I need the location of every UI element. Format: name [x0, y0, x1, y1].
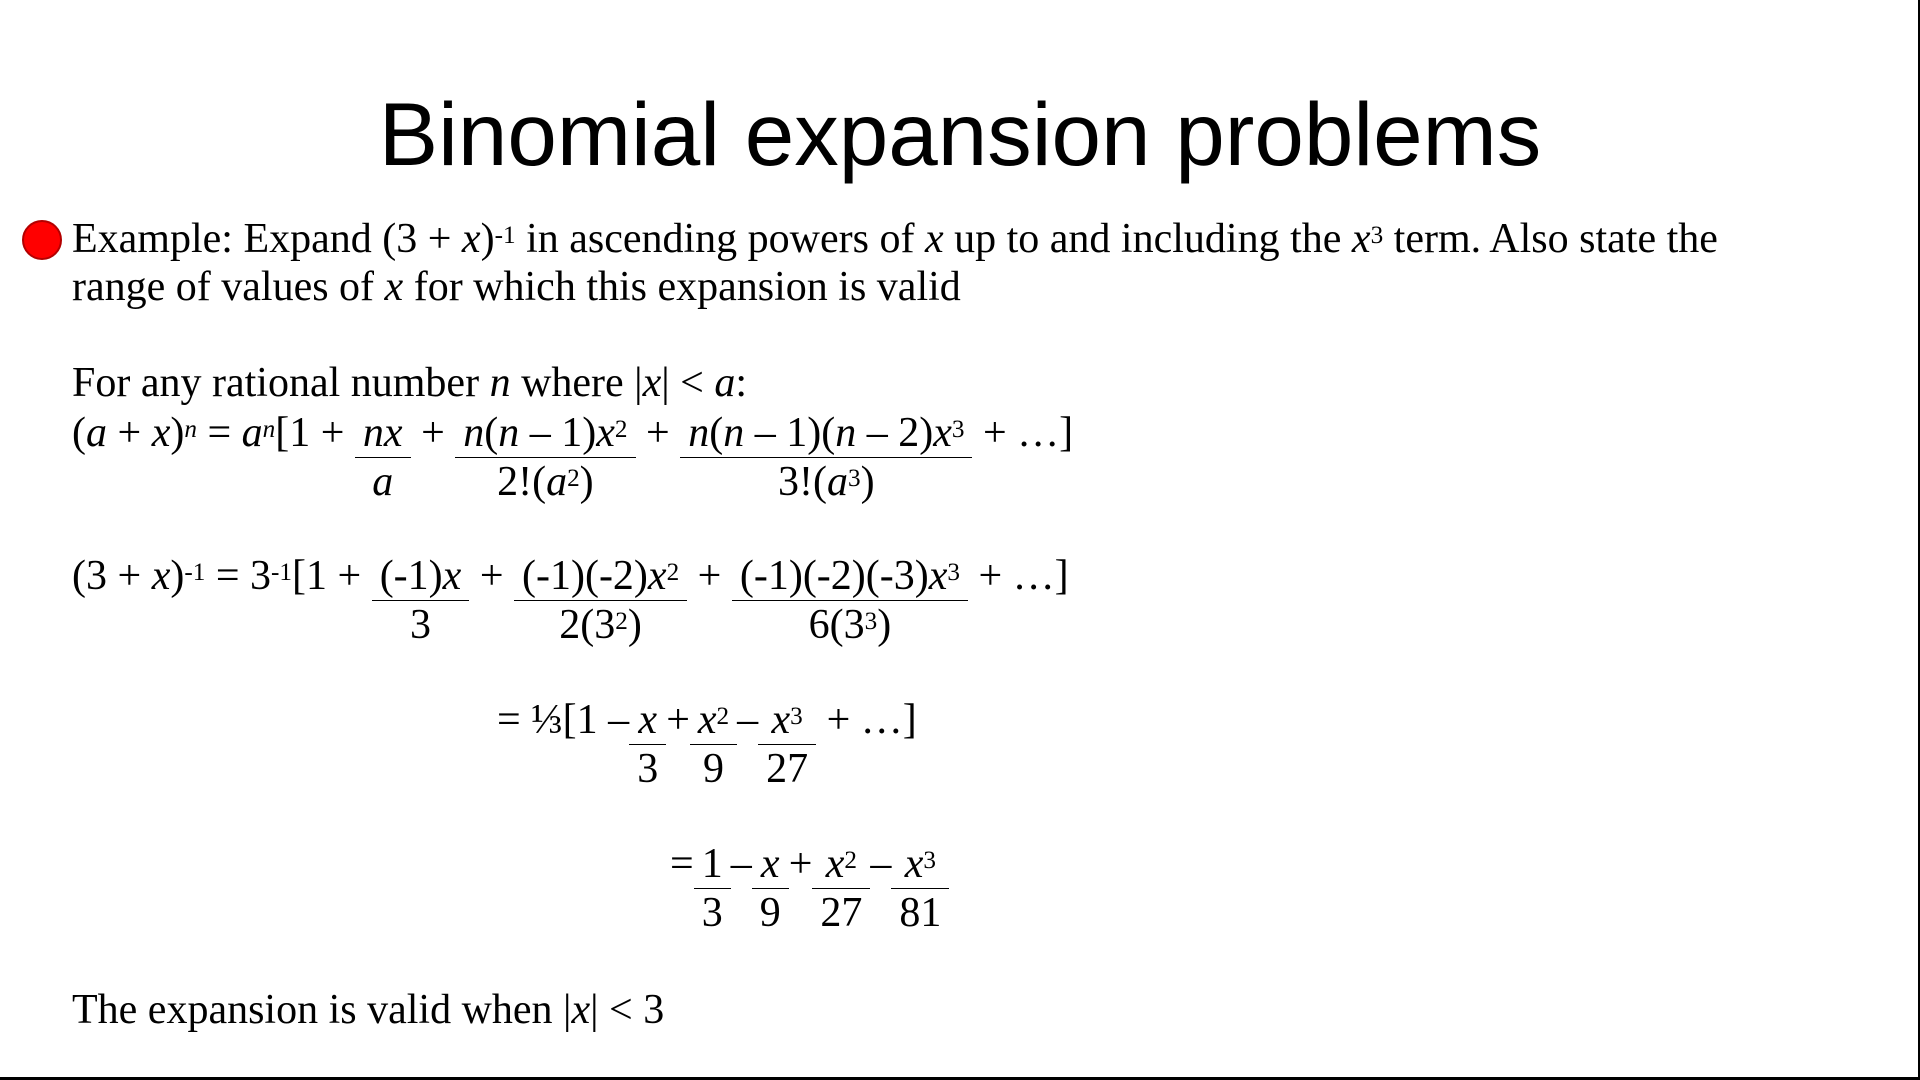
numerator [514, 552, 687, 601]
exponent: 3 [848, 465, 861, 493]
var-x: x [760, 841, 780, 887]
step-2-simplified [497, 696, 917, 793]
var-a: a [827, 459, 848, 505]
numerator [752, 840, 789, 889]
paren-open: ( [709, 410, 724, 456]
var-n: n [489, 360, 511, 406]
fraction-3 [891, 840, 949, 937]
plus-sign: + [469, 553, 514, 599]
exponent: 3 [1370, 222, 1384, 250]
term: – 1) [519, 410, 597, 456]
numerator [680, 409, 972, 458]
paren-close: ) [877, 602, 892, 648]
exponent: -1 [271, 559, 292, 587]
equals-sign: = [670, 841, 694, 887]
var-x: x [638, 697, 658, 743]
exponent: 2 [614, 416, 628, 444]
exponent: 2 [567, 465, 580, 493]
denominator [355, 458, 411, 506]
term: (3 + [72, 553, 152, 599]
numerator [455, 409, 635, 458]
general-formula [72, 409, 1073, 506]
rule-text: where | [510, 360, 643, 406]
numerator [891, 840, 949, 889]
denominator: 3 [410, 602, 431, 648]
var-n: n [262, 416, 276, 444]
term: 2!( [497, 459, 547, 505]
var-x: x [933, 410, 952, 456]
paren-close: ) [860, 459, 875, 505]
var-a: a [241, 410, 263, 456]
denominator: 9 [759, 890, 781, 936]
rule-statement [72, 359, 747, 407]
paren-close: ) [170, 410, 185, 456]
numerator [355, 409, 411, 458]
rule-text: For any rational number [72, 360, 490, 406]
fraction-2 [690, 696, 737, 793]
paren-close: ) [170, 553, 185, 599]
numerator: 1 [694, 840, 731, 889]
example-line-1 [72, 215, 1718, 263]
fraction-0 [694, 840, 731, 937]
denominator: 3 [701, 890, 723, 936]
plus-sign: + [410, 410, 456, 456]
exponent: 3 [947, 559, 960, 587]
example-prefix: Example: Expand (3 + [72, 216, 462, 262]
example-line-2 [72, 263, 961, 311]
var-x: x [924, 216, 944, 262]
var-n: n [835, 410, 857, 456]
denominator: 9 [703, 746, 724, 792]
fraction-3 [732, 552, 968, 649]
term: (-1)(-2)(-3) [739, 553, 929, 599]
var-a: a [714, 360, 736, 406]
bracket-close: + …] [968, 553, 1069, 599]
fraction-1 [752, 840, 789, 937]
var-n: n [463, 410, 485, 456]
term: 3!( [778, 459, 827, 505]
exponent: 3 [923, 847, 936, 875]
rule-text: : [735, 360, 748, 406]
denominator: 3 [637, 746, 659, 792]
example-mid2: up to and including the [943, 216, 1352, 262]
exponent: -1 [494, 222, 516, 250]
rule-text: | < [661, 360, 715, 406]
example-line2-b: for which this expansion is valid [403, 264, 961, 310]
paren-close: ) [627, 602, 642, 648]
var-x: x [825, 841, 845, 887]
var-a: a [86, 410, 107, 456]
example-line2-a: range of values of [72, 264, 385, 310]
fraction-1 [629, 696, 666, 793]
bracket-open: [1 + [275, 410, 355, 456]
var-a: a [546, 459, 568, 505]
var-x: x [461, 216, 481, 262]
conclusion-text: The expansion is valid when | [72, 987, 572, 1033]
var-x: x [571, 987, 591, 1033]
term: 6(3 [808, 602, 865, 648]
bullet-dot-icon [22, 220, 62, 260]
fraction-2 [812, 840, 870, 937]
paren-close: ) [579, 459, 594, 505]
exponent: 3 [790, 703, 803, 731]
bracket-open: [1 + [292, 553, 372, 599]
var-x: x [928, 553, 948, 599]
var-x: x [384, 264, 404, 310]
term: (-1)(-2) [522, 553, 648, 599]
var-x: x [642, 360, 662, 406]
var-x: x [697, 697, 717, 743]
var-n: n [688, 410, 710, 456]
minus-sign: – [870, 841, 892, 887]
denominator [455, 458, 635, 506]
denominator [732, 601, 968, 649]
var-x: x [771, 697, 791, 743]
fraction-2 [455, 409, 635, 506]
var-x: x [647, 553, 667, 599]
var-x: x [904, 841, 924, 887]
var-x: x [1351, 216, 1371, 262]
exponent: 2 [615, 608, 628, 636]
var-x: x [151, 553, 171, 599]
equals-sign: = [196, 410, 242, 456]
plus-sign: + [687, 553, 732, 599]
plus-sign: + [107, 410, 152, 456]
var-x: x [596, 410, 615, 456]
term: = ⅓[1 – [497, 697, 630, 743]
conclusion-text: | < 3 [590, 987, 665, 1033]
denominator [680, 458, 972, 506]
term: nx [362, 410, 403, 456]
bracket-close: + …] [816, 697, 917, 743]
paren-open: ( [484, 410, 499, 456]
slide-title: Binomial expansion problems [378, 84, 1542, 184]
var-n: n [723, 410, 745, 456]
plus-sign: + [635, 410, 681, 456]
exponent: 2 [666, 559, 680, 587]
exponent: 3 [864, 608, 878, 636]
numerator [732, 552, 968, 601]
numerator [812, 840, 870, 889]
term: – 1) [744, 410, 822, 456]
exponent: -1 [184, 559, 206, 587]
fraction-1 [355, 409, 411, 506]
fraction-1 [372, 552, 470, 649]
var-n: n [184, 416, 197, 444]
denominator: 81 [899, 890, 942, 936]
exponent: 2 [844, 847, 857, 875]
term: (-1) [379, 553, 443, 599]
fraction-3 [758, 696, 816, 793]
denominator [514, 601, 687, 649]
step-1-substitution [72, 552, 1069, 649]
var-x: x [442, 553, 462, 599]
term: 2(3 [559, 602, 616, 648]
plus-sign: + [666, 697, 690, 743]
minus-sign: – [737, 697, 759, 743]
fraction-3 [680, 409, 972, 506]
paren-open: ( [821, 410, 836, 456]
var-n: n [498, 410, 520, 456]
minus-sign: – [730, 841, 752, 887]
step-3-result [670, 840, 949, 937]
paren-close: ) [480, 216, 495, 262]
example-mid: in ascending powers of [515, 216, 925, 262]
denominator: 27 [766, 746, 809, 792]
term: a [372, 459, 394, 505]
term: – 2) [856, 410, 934, 456]
paren-open: ( [72, 410, 86, 456]
numerator [758, 696, 816, 745]
var-x: x [151, 410, 171, 456]
example-end: term. Also state the [1383, 216, 1718, 262]
denominator: 27 [820, 890, 863, 936]
exponent: 2 [716, 703, 730, 731]
plus-sign: + [788, 841, 813, 887]
exponent: 3 [951, 416, 965, 444]
numerator [372, 552, 470, 601]
numerator [629, 696, 666, 745]
bracket-close: + …] [972, 410, 1074, 456]
numerator [690, 696, 737, 745]
fraction-2 [514, 552, 687, 649]
conclusion [72, 986, 664, 1034]
equals-sign: = 3 [205, 553, 272, 599]
